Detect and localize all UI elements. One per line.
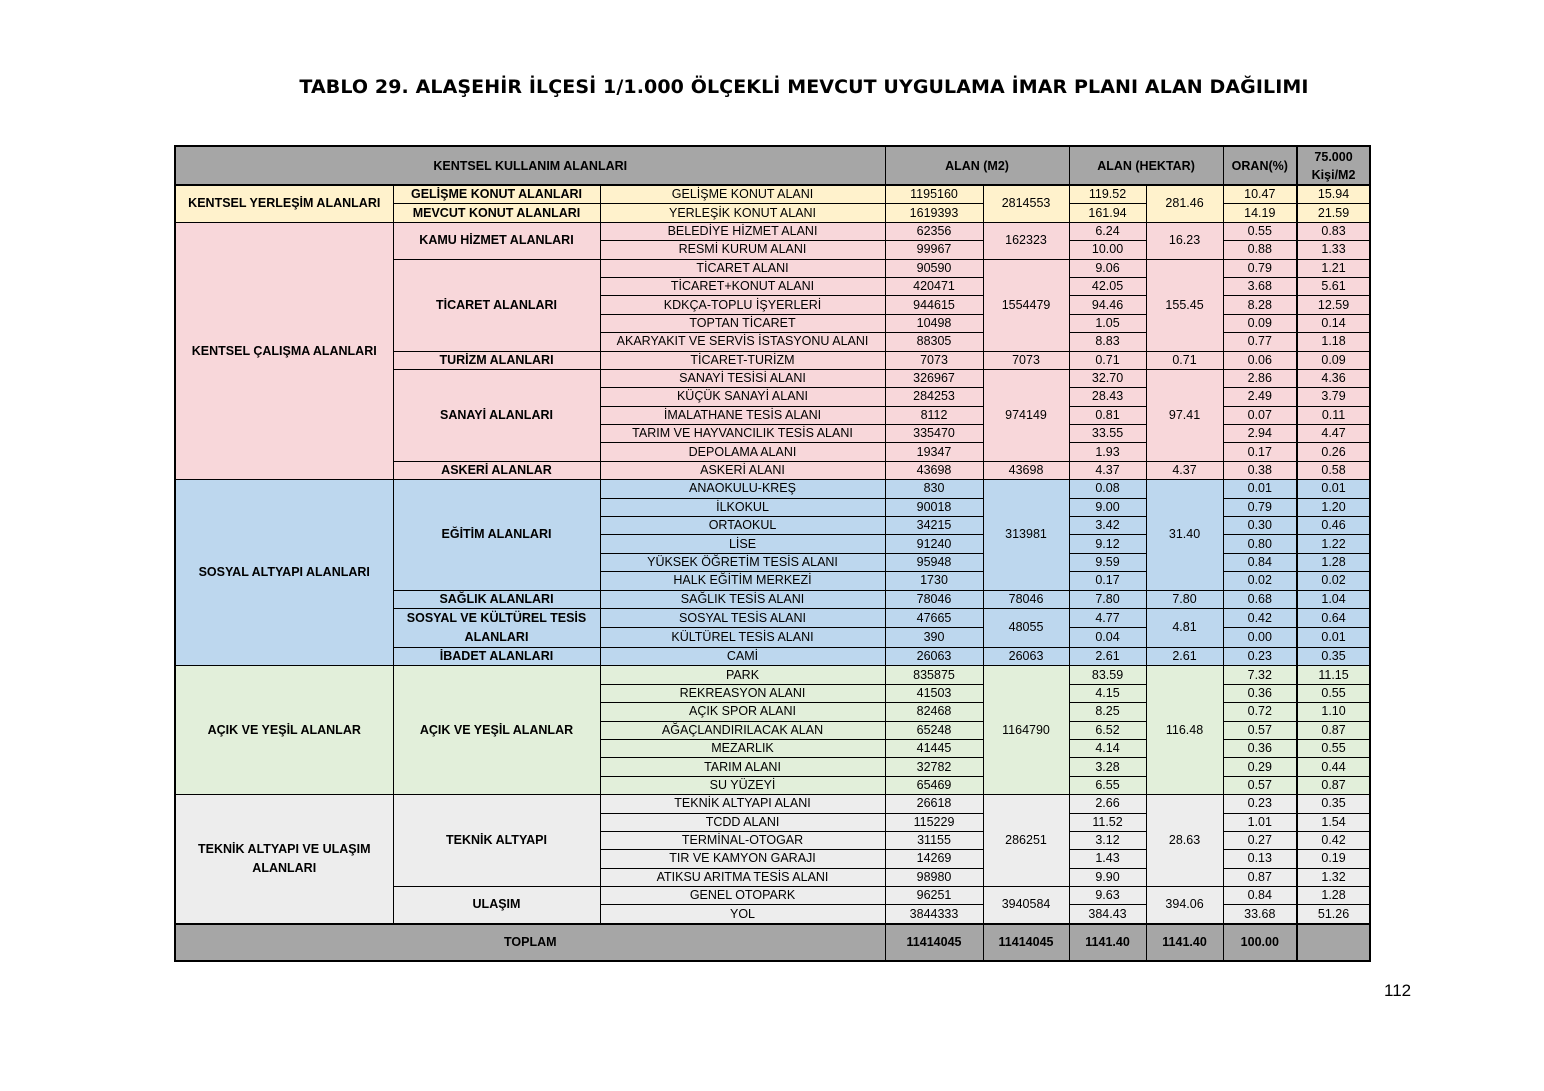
item-hektar: 384.43 <box>1069 905 1146 924</box>
item-oran: 0.57 <box>1223 721 1297 739</box>
item-kisi: 0.35 <box>1297 647 1370 665</box>
item-name: RESMİ KURUM ALANI <box>600 241 885 259</box>
item-m2: 1195160 <box>885 185 983 204</box>
item-kisi: 11.15 <box>1297 666 1370 684</box>
item-name: AÇIK SPOR ALANI <box>600 703 885 721</box>
item-kisi: 0.87 <box>1297 776 1370 794</box>
subgroup-m2: 78046 <box>983 590 1069 608</box>
item-name: KÜLTÜREL TESİS ALANI <box>600 628 885 648</box>
total-row <box>175 924 1370 961</box>
item-name: İMALATHANE TESİS ALANI <box>600 406 885 424</box>
item-oran: 0.36 <box>1223 739 1297 757</box>
subgroup-m2: 1554479 <box>983 259 1069 351</box>
item-m2: 830 <box>885 480 983 498</box>
group-name: KENTSEL YERLEŞİM ALANLARI <box>175 185 393 222</box>
item-oran: 3.68 <box>1223 277 1297 295</box>
item-oran: 0.79 <box>1223 259 1297 277</box>
item-kisi: 1.04 <box>1297 590 1370 608</box>
item-oran: 0.79 <box>1223 498 1297 516</box>
subgroup-hektar: 281.46 <box>1146 185 1223 222</box>
table-row <box>175 795 1370 813</box>
item-m2: 26618 <box>885 795 983 813</box>
item-kisi: 0.46 <box>1297 517 1370 535</box>
item-oran: 0.87 <box>1223 868 1297 886</box>
item-oran: 0.17 <box>1223 443 1297 461</box>
total-label: TOPLAM <box>175 924 885 961</box>
item-hektar: 2.61 <box>1069 647 1146 665</box>
subgroup-m2: 313981 <box>983 480 1069 590</box>
item-name: TCDD ALANI <box>600 813 885 831</box>
subgroup-hektar: 2.61 <box>1146 647 1223 665</box>
item-kisi: 3.79 <box>1297 388 1370 406</box>
item-m2: 82468 <box>885 703 983 721</box>
item-kisi: 0.83 <box>1297 222 1370 240</box>
item-hektar: 83.59 <box>1069 666 1146 684</box>
item-kisi: 1.18 <box>1297 333 1370 351</box>
item-kisi: 0.35 <box>1297 795 1370 813</box>
page-number: 112 <box>1384 981 1412 1000</box>
item-name: ANAOKULU-KREŞ <box>600 480 885 498</box>
item-m2: 1730 <box>885 572 983 590</box>
item-name: SANAYİ TESİSİ ALANI <box>600 369 885 387</box>
subgroup-hektar: 4.81 <box>1146 608 1223 647</box>
item-hektar: 94.46 <box>1069 296 1146 314</box>
item-name: LİSE <box>600 535 885 553</box>
item-oran: 0.23 <box>1223 647 1297 665</box>
item-name: KÜÇÜK SANAYİ ALANI <box>600 388 885 406</box>
subgroup-m2: 2814553 <box>983 185 1069 222</box>
table-header-row <box>175 146 1370 185</box>
subgroup-name: TİCARET ALANLARI <box>393 259 600 351</box>
item-name: TARIM VE HAYVANCILIK TESİS ALANI <box>600 425 885 443</box>
item-name: YÜKSEK ÖĞRETİM TESİS ALANI <box>600 553 885 571</box>
item-name: PARK <box>600 666 885 684</box>
item-kisi: 0.64 <box>1297 608 1370 628</box>
item-hektar: 9.90 <box>1069 868 1146 886</box>
item-name: ORTAOKUL <box>600 517 885 535</box>
item-m2: 43698 <box>885 461 983 479</box>
group-name: KENTSEL ÇALIŞMA ALANLARI <box>175 222 393 479</box>
subgroup-m2: 1164790 <box>983 666 1069 795</box>
item-name: REKREASYON ALANI <box>600 684 885 702</box>
item-hektar: 3.42 <box>1069 517 1146 535</box>
item-oran: 0.38 <box>1223 461 1297 479</box>
item-hektar: 0.08 <box>1069 480 1146 498</box>
subgroup-m2: 3940584 <box>983 887 1069 924</box>
subgroup-name: EĞİTİM ALANLARI <box>393 480 600 590</box>
item-oran: 2.94 <box>1223 425 1297 443</box>
subgroup-name: SAĞLIK ALANLARI <box>393 590 600 608</box>
item-kisi: 0.55 <box>1297 739 1370 757</box>
header-kisi-line1: 75.000 <box>1314 149 1353 164</box>
item-hektar: 32.70 <box>1069 369 1146 387</box>
item-m2: 47665 <box>885 608 983 628</box>
total-m2-sum: 11414045 <box>983 924 1069 961</box>
item-kisi: 1.10 <box>1297 703 1370 721</box>
item-oran: 0.00 <box>1223 628 1297 648</box>
subgroup-hektar: 31.40 <box>1146 480 1223 590</box>
item-m2: 95948 <box>885 553 983 571</box>
item-hektar: 6.24 <box>1069 222 1146 240</box>
subgroup-hektar: 97.41 <box>1146 369 1223 461</box>
header-kisi <box>1297 146 1370 185</box>
table-row <box>175 222 1370 240</box>
item-oran: 0.84 <box>1223 553 1297 571</box>
item-name: YERLEŞİK KONUT ALANI <box>600 204 885 222</box>
subgroup-name: AÇIK VE YEŞİL ALANLAR <box>393 666 600 795</box>
subgroup-m2: 974149 <box>983 369 1069 461</box>
item-m2: 944615 <box>885 296 983 314</box>
subgroup-hektar: 16.23 <box>1146 222 1223 259</box>
item-oran: 2.86 <box>1223 369 1297 387</box>
item-hektar: 8.25 <box>1069 703 1146 721</box>
item-kisi: 4.47 <box>1297 425 1370 443</box>
item-oran: 2.49 <box>1223 388 1297 406</box>
item-hektar: 1.05 <box>1069 314 1146 332</box>
item-kisi: 1.20 <box>1297 498 1370 516</box>
item-hektar: 9.12 <box>1069 535 1146 553</box>
item-m2: 90018 <box>885 498 983 516</box>
item-hektar: 42.05 <box>1069 277 1146 295</box>
item-oran: 0.09 <box>1223 314 1297 332</box>
item-m2: 62356 <box>885 222 983 240</box>
total-kisi <box>1297 924 1370 961</box>
item-m2: 41503 <box>885 684 983 702</box>
subgroup-hektar: 394.06 <box>1146 887 1223 924</box>
item-m2: 326967 <box>885 369 983 387</box>
item-name: AĞAÇLANDIRILACAK ALAN <box>600 721 885 739</box>
item-name: TOPTAN TİCARET <box>600 314 885 332</box>
subgroup-hektar: 28.63 <box>1146 795 1223 887</box>
subgroup-hektar: 116.48 <box>1146 666 1223 795</box>
item-hektar: 9.59 <box>1069 553 1146 571</box>
item-oran: 0.07 <box>1223 406 1297 424</box>
item-name: TEKNİK ALTYAPI ALANI <box>600 795 885 813</box>
header-alan-hektar: ALAN (HEKTAR) <box>1069 146 1223 185</box>
item-kisi: 0.44 <box>1297 758 1370 776</box>
item-oran: 0.57 <box>1223 776 1297 794</box>
subgroup-hektar: 155.45 <box>1146 259 1223 351</box>
item-hektar: 2.66 <box>1069 795 1146 813</box>
header-kullanim: KENTSEL KULLANIM ALANLARI <box>175 146 885 185</box>
item-kisi: 1.54 <box>1297 813 1370 831</box>
item-m2: 31155 <box>885 831 983 849</box>
item-m2: 98980 <box>885 868 983 886</box>
item-name: GELİŞME KONUT ALANI <box>600 185 885 204</box>
item-name: HALK EĞİTİM MERKEZİ <box>600 572 885 590</box>
item-hektar: 0.71 <box>1069 351 1146 369</box>
item-kisi: 1.33 <box>1297 241 1370 259</box>
item-hektar: 0.04 <box>1069 628 1146 648</box>
subgroup-name: İBADET ALANLARI <box>393 647 600 665</box>
item-name: KDKÇA-TOPLU İŞYERLERİ <box>600 296 885 314</box>
item-oran: 0.06 <box>1223 351 1297 369</box>
item-oran: 0.55 <box>1223 222 1297 240</box>
item-name: TİCARET+KONUT ALANI <box>600 277 885 295</box>
subgroup-m2: 286251 <box>983 795 1069 887</box>
item-kisi: 1.32 <box>1297 868 1370 886</box>
item-kisi: 0.42 <box>1297 831 1370 849</box>
item-m2: 88305 <box>885 333 983 351</box>
header-alan-m2: ALAN (M2) <box>885 146 1069 185</box>
item-m2: 10498 <box>885 314 983 332</box>
item-m2: 8112 <box>885 406 983 424</box>
item-m2: 26063 <box>885 647 983 665</box>
item-name: ASKERİ ALANI <box>600 461 885 479</box>
item-m2: 335470 <box>885 425 983 443</box>
item-hektar: 0.17 <box>1069 572 1146 590</box>
item-oran: 0.02 <box>1223 572 1297 590</box>
item-m2: 835875 <box>885 666 983 684</box>
item-oran: 0.68 <box>1223 590 1297 608</box>
subgroup-name: ULAŞIM <box>393 887 600 924</box>
item-hektar: 1.93 <box>1069 443 1146 461</box>
item-hektar: 7.80 <box>1069 590 1146 608</box>
item-m2: 390 <box>885 628 983 648</box>
total-oran: 100.00 <box>1223 924 1297 961</box>
item-kisi: 4.36 <box>1297 369 1370 387</box>
item-kisi: 0.02 <box>1297 572 1370 590</box>
item-oran: 0.30 <box>1223 517 1297 535</box>
total-m2: 11414045 <box>885 924 983 961</box>
item-oran: 0.72 <box>1223 703 1297 721</box>
item-hektar: 10.00 <box>1069 241 1146 259</box>
item-oran: 7.32 <box>1223 666 1297 684</box>
item-hektar: 161.94 <box>1069 204 1146 222</box>
item-m2: 14269 <box>885 850 983 868</box>
item-kisi: 0.09 <box>1297 351 1370 369</box>
item-m2: 65248 <box>885 721 983 739</box>
item-oran: 0.77 <box>1223 333 1297 351</box>
item-name: DEPOLAMA ALANI <box>600 443 885 461</box>
item-oran: 33.68 <box>1223 905 1297 924</box>
item-hektar: 4.14 <box>1069 739 1146 757</box>
subgroup-name: SOSYAL VE KÜLTÜREL TESİS ALANLARI <box>393 608 600 647</box>
subgroup-name: SANAYİ ALANLARI <box>393 369 600 461</box>
item-kisi: 0.11 <box>1297 406 1370 424</box>
item-name: İLKOKUL <box>600 498 885 516</box>
item-name: BELEDİYE HİZMET ALANI <box>600 222 885 240</box>
item-kisi: 0.58 <box>1297 461 1370 479</box>
item-oran: 0.36 <box>1223 684 1297 702</box>
item-hektar: 28.43 <box>1069 388 1146 406</box>
subgroup-m2: 7073 <box>983 351 1069 369</box>
subgroup-name: MEVCUT KONUT ALANLARI <box>393 204 600 222</box>
page-title: TABLO 29. ALAŞEHİR İLÇESİ 1/1.000 ÖLÇEKLİ MEVCUT UYGULAMA İMAR PLANI ALAN DAĞILIMI <box>299 76 1309 98</box>
item-kisi: 1.22 <box>1297 535 1370 553</box>
item-kisi: 12.59 <box>1297 296 1370 314</box>
item-kisi: 1.21 <box>1297 259 1370 277</box>
item-m2: 65469 <box>885 776 983 794</box>
item-kisi: 0.19 <box>1297 850 1370 868</box>
item-oran: 0.84 <box>1223 887 1297 905</box>
item-hektar: 6.55 <box>1069 776 1146 794</box>
item-m2: 115229 <box>885 813 983 831</box>
item-m2: 99967 <box>885 241 983 259</box>
item-kisi: 5.61 <box>1297 277 1370 295</box>
item-m2: 19347 <box>885 443 983 461</box>
item-hektar: 11.52 <box>1069 813 1146 831</box>
item-name: GENEL OTOPARK <box>600 887 885 905</box>
item-name: SOSYAL TESİS ALANI <box>600 608 885 628</box>
item-kisi: 0.01 <box>1297 628 1370 648</box>
item-m2: 32782 <box>885 758 983 776</box>
item-name: TERMİNAL-OTOGAR <box>600 831 885 849</box>
item-kisi: 21.59 <box>1297 204 1370 222</box>
item-kisi: 0.55 <box>1297 684 1370 702</box>
item-kisi: 51.26 <box>1297 905 1370 924</box>
item-m2: 34215 <box>885 517 983 535</box>
item-m2: 78046 <box>885 590 983 608</box>
item-m2: 420471 <box>885 277 983 295</box>
item-hektar: 4.15 <box>1069 684 1146 702</box>
table-row <box>175 480 1370 498</box>
item-m2: 91240 <box>885 535 983 553</box>
item-name: TIR VE KAMYON GARAJI <box>600 850 885 868</box>
item-name: SU YÜZEYİ <box>600 776 885 794</box>
item-name: TİCARET ALANI <box>600 259 885 277</box>
subgroup-hektar: 7.80 <box>1146 590 1223 608</box>
item-hektar: 6.52 <box>1069 721 1146 739</box>
subgroup-name: ASKERİ ALANLAR <box>393 461 600 479</box>
item-hektar: 9.06 <box>1069 259 1146 277</box>
item-hektar: 8.83 <box>1069 333 1146 351</box>
item-kisi: 1.28 <box>1297 553 1370 571</box>
subgroup-m2: 26063 <box>983 647 1069 665</box>
table-row <box>175 185 1370 204</box>
header-oran: ORAN(%) <box>1223 146 1297 185</box>
item-hektar: 33.55 <box>1069 425 1146 443</box>
item-oran: 0.80 <box>1223 535 1297 553</box>
item-kisi: 0.01 <box>1297 480 1370 498</box>
item-m2: 90590 <box>885 259 983 277</box>
item-m2: 41445 <box>885 739 983 757</box>
item-oran: 1.01 <box>1223 813 1297 831</box>
item-hektar: 3.12 <box>1069 831 1146 849</box>
item-hektar: 9.63 <box>1069 887 1146 905</box>
item-oran: 0.27 <box>1223 831 1297 849</box>
header-kisi-line2: Kişi/M2 <box>1311 167 1356 182</box>
item-name: AKARYAKIT VE SERVİS İSTASYONU ALANI <box>600 333 885 351</box>
item-name: SAĞLIK TESİS ALANI <box>600 590 885 608</box>
item-name: TARIM ALANI <box>600 758 885 776</box>
item-hektar: 0.81 <box>1069 406 1146 424</box>
item-name: MEZARLIK <box>600 739 885 757</box>
item-oran: 8.28 <box>1223 296 1297 314</box>
item-oran: 0.23 <box>1223 795 1297 813</box>
item-oran: 0.13 <box>1223 850 1297 868</box>
item-oran: 10.47 <box>1223 185 1297 204</box>
item-name: YOL <box>600 905 885 924</box>
item-oran: 0.88 <box>1223 241 1297 259</box>
group-name: TEKNİK ALTYAPI VE ULAŞIM ALANLARI <box>175 795 393 924</box>
item-hektar: 4.77 <box>1069 608 1146 628</box>
item-kisi: 0.87 <box>1297 721 1370 739</box>
land-distribution-table <box>174 145 1371 962</box>
item-hektar: 3.28 <box>1069 758 1146 776</box>
group-name: AÇIK VE YEŞİL ALANLAR <box>175 666 393 795</box>
subgroup-hektar: 4.37 <box>1146 461 1223 479</box>
subgroup-m2: 43698 <box>983 461 1069 479</box>
item-hektar: 9.00 <box>1069 498 1146 516</box>
item-hektar: 1.43 <box>1069 850 1146 868</box>
item-kisi: 15.94 <box>1297 185 1370 204</box>
subgroup-name: TEKNİK ALTYAPI <box>393 795 600 887</box>
item-m2: 1619393 <box>885 204 983 222</box>
item-oran: 0.01 <box>1223 480 1297 498</box>
table-row <box>175 666 1370 684</box>
item-hektar: 119.52 <box>1069 185 1146 204</box>
item-m2: 96251 <box>885 887 983 905</box>
item-m2: 3844333 <box>885 905 983 924</box>
subgroup-hektar: 0.71 <box>1146 351 1223 369</box>
item-name: TİCARET-TURİZM <box>600 351 885 369</box>
item-oran: 14.19 <box>1223 204 1297 222</box>
group-name: SOSYAL ALTYAPI ALANLARI <box>175 480 393 666</box>
total-hektar: 1141.40 <box>1069 924 1146 961</box>
item-hektar: 4.37 <box>1069 461 1146 479</box>
item-name: CAMİ <box>600 647 885 665</box>
item-name: ATIKSU ARITMA TESİS ALANI <box>600 868 885 886</box>
subgroup-name: GELİŞME KONUT ALANLARI <box>393 185 600 204</box>
subgroup-m2: 48055 <box>983 608 1069 647</box>
total-hektar-sum: 1141.40 <box>1146 924 1223 961</box>
item-m2: 284253 <box>885 388 983 406</box>
item-kisi: 1.28 <box>1297 887 1370 905</box>
subgroup-name: TURİZM ALANLARI <box>393 351 600 369</box>
item-oran: 0.42 <box>1223 608 1297 628</box>
subgroup-name: KAMU HİZMET ALANLARI <box>393 222 600 259</box>
item-oran: 0.29 <box>1223 758 1297 776</box>
item-kisi: 0.14 <box>1297 314 1370 332</box>
subgroup-m2: 162323 <box>983 222 1069 259</box>
item-m2: 7073 <box>885 351 983 369</box>
item-kisi: 0.26 <box>1297 443 1370 461</box>
